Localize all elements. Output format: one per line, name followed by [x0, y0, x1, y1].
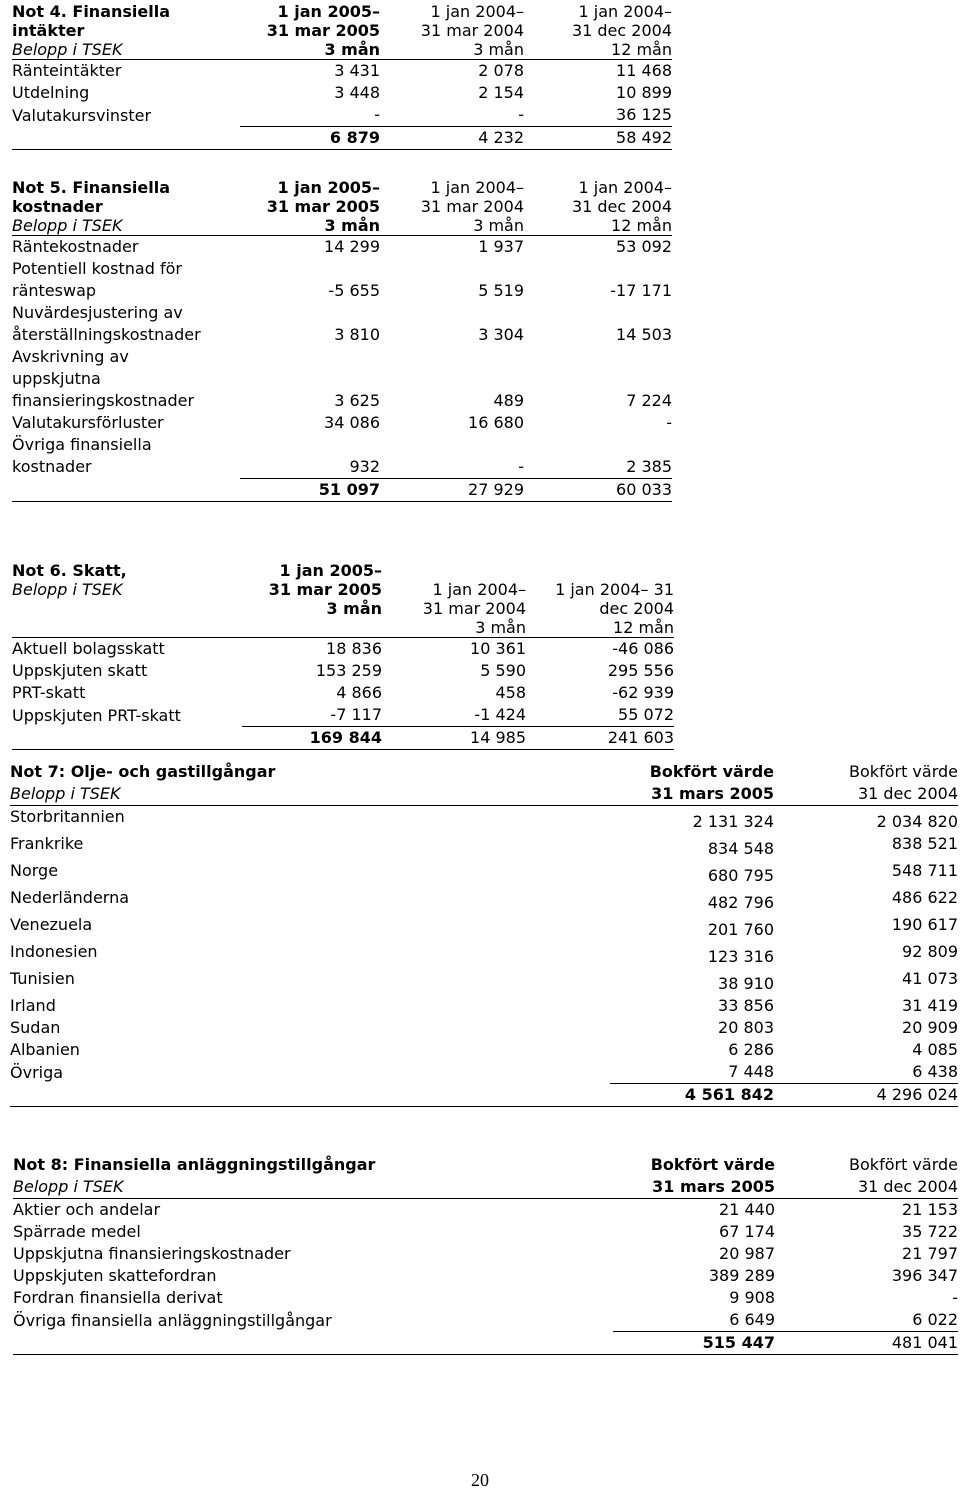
- total-cell: 481 041: [775, 1332, 958, 1355]
- cell: 3 448: [334, 83, 380, 102]
- row-label: Uppskjuten PRT-skatt: [12, 705, 181, 725]
- cell: 6 438: [912, 1062, 958, 1081]
- table-row: [10, 1061, 958, 1084]
- cell: 14 299: [324, 237, 380, 256]
- column-header: Bokfört värde: [849, 762, 958, 781]
- note-4: [12, 2, 672, 150]
- note-4-title: Not 4. Finansiella: [12, 2, 170, 21]
- cell: 9 908: [729, 1288, 775, 1307]
- table-row: [12, 236, 672, 259]
- row-label: Avskrivning av: [12, 347, 129, 366]
- cell: -1 424: [474, 705, 526, 724]
- cell: 36 125: [616, 105, 672, 124]
- table-row: [10, 860, 958, 887]
- cell: 21 440: [719, 1200, 775, 1219]
- cell: 20 909: [902, 1018, 958, 1037]
- cell: 396 347: [891, 1266, 958, 1285]
- cell: 4 085: [912, 1040, 958, 1059]
- cell: 20 803: [718, 1018, 774, 1037]
- row-label: Norge: [10, 861, 59, 880]
- row-label: Aktuell bolagsskatt: [12, 639, 165, 658]
- note-4-table: [12, 2, 672, 150]
- cell: -: [518, 105, 524, 124]
- column-header: 3 mån: [473, 216, 524, 235]
- table-row: [12, 660, 674, 682]
- total-cell: 6 879: [240, 127, 380, 150]
- cell: 20 987: [719, 1244, 775, 1263]
- cell: -5 655: [328, 281, 380, 300]
- row-label: PRT-skatt: [12, 683, 86, 702]
- table-row: [12, 704, 674, 727]
- column-header: 31 mar 2004: [420, 197, 524, 216]
- table-row: [10, 1039, 958, 1061]
- cell: 3 304: [478, 325, 524, 344]
- column-header: 31 dec 2004: [857, 784, 958, 803]
- total-cell: 14 985: [382, 727, 526, 750]
- row-label: Potentiell kostnad för: [12, 259, 182, 278]
- column-header: 1 jan 2004–: [430, 2, 524, 21]
- note-7-title: Not 7: Olje- och gastillgångar: [10, 762, 276, 781]
- row-label: Uppskjutna finansieringskostnader: [13, 1244, 291, 1263]
- cell: 10 361: [470, 639, 526, 658]
- cell: 190 617: [891, 915, 958, 934]
- cell: 18 836: [326, 639, 382, 658]
- cell: 5 590: [480, 661, 526, 680]
- column-header: Bokfört värde: [650, 1155, 775, 1174]
- column-header: 12 mån: [613, 618, 674, 637]
- row-label: Utdelning: [12, 83, 90, 102]
- row-label: Valutakursförluster: [12, 413, 164, 432]
- column-header: 1 jan 2004–: [430, 178, 524, 197]
- row-label: Storbritannien: [10, 807, 125, 826]
- row-label: återställningskostnader: [12, 325, 201, 344]
- cell: 932: [349, 456, 380, 476]
- total-cell: 58 492: [524, 127, 672, 150]
- cell: -62 939: [612, 683, 674, 702]
- total-row: [13, 1332, 958, 1355]
- column-header: 3 mån: [326, 599, 382, 618]
- column-header: 1 jan 2004–: [578, 178, 672, 197]
- cell: 548 711: [891, 861, 958, 880]
- column-header: 1 jan 2004–: [432, 580, 526, 599]
- note-4-title: intäkter: [12, 21, 85, 40]
- table-row: [12, 682, 674, 704]
- cell: 55 072: [618, 705, 674, 724]
- column-header: 3 mån: [324, 40, 380, 59]
- row-label: Övriga finansiella: [12, 435, 152, 454]
- cell: -: [952, 1288, 958, 1307]
- column-header: 31 mar 2005: [266, 197, 380, 216]
- cell: 123 316: [707, 947, 774, 966]
- table-row: [12, 302, 672, 346]
- column-header: 1 jan 2004– 31: [555, 580, 674, 599]
- cell: 14 503: [616, 325, 672, 344]
- cell: 35 722: [902, 1222, 958, 1241]
- table-row: [12, 258, 672, 302]
- row-label: Spärrade medel: [13, 1222, 141, 1241]
- table-row: [13, 1199, 958, 1222]
- column-header: 1 jan 2005–: [277, 2, 380, 21]
- table-row: [12, 60, 672, 83]
- note-5-title: kostnader: [12, 197, 103, 216]
- column-header: 31 mars 2005: [651, 784, 774, 803]
- total-cell: 27 929: [380, 478, 524, 501]
- table-row: [13, 1265, 958, 1287]
- row-label: Nederländerna: [10, 888, 130, 907]
- note-5: [12, 178, 672, 502]
- total-row: [12, 727, 674, 750]
- row-label: Aktier och andelar: [13, 1200, 161, 1219]
- note-6: [12, 561, 674, 750]
- cell: 838 521: [891, 834, 958, 853]
- note-6-title: Not 6. Skatt,: [12, 561, 127, 580]
- column-header: Bokfört värde: [649, 762, 774, 781]
- cell: 4 866: [336, 683, 382, 702]
- cell: 31 419: [902, 996, 958, 1015]
- table-row: [13, 1309, 958, 1332]
- note-5-table: [12, 178, 672, 502]
- cell: 7 224: [626, 391, 672, 410]
- column-header: 31 mar 2004: [422, 599, 526, 618]
- cell: 11 468: [616, 61, 672, 80]
- note-7-table: [10, 761, 958, 1107]
- column-header: 1 jan 2005–: [279, 561, 382, 580]
- column-header: 3 mån: [473, 40, 524, 59]
- total-cell: 169 844: [242, 727, 382, 750]
- cell: 34 086: [324, 413, 380, 432]
- table-row: [12, 638, 674, 661]
- table-row: [13, 1243, 958, 1265]
- column-header: 31 mars 2005: [652, 1177, 775, 1196]
- cell: 21 797: [902, 1244, 958, 1263]
- cell: 3 810: [334, 325, 380, 344]
- cell: 2 154: [478, 83, 524, 102]
- row-label: Sudan: [10, 1018, 61, 1037]
- table-row: [12, 82, 672, 104]
- row-label: Indonesien: [10, 942, 98, 961]
- column-header: 31 dec 2004: [571, 21, 672, 40]
- row-label: Valutakursvinster: [12, 105, 152, 125]
- table-row: [12, 346, 672, 412]
- row-label: Räntekostnader: [12, 237, 139, 256]
- column-header: Bokfört värde: [849, 1155, 958, 1174]
- table-row: [10, 941, 958, 968]
- cell: 2 034 820: [876, 812, 958, 831]
- cell: 295 556: [607, 661, 674, 680]
- row-label: Uppskjuten skattefordran: [13, 1266, 217, 1285]
- cell: -46 086: [612, 639, 674, 658]
- cell: 2 078: [478, 61, 524, 80]
- unit-label: Belopp i TSEK: [12, 40, 123, 59]
- table-row: [10, 833, 958, 860]
- row-label: Frankrike: [10, 834, 84, 853]
- column-header: 12 mån: [611, 40, 672, 59]
- table-row: [10, 1017, 958, 1039]
- cell: 3 431: [334, 61, 380, 80]
- note-5-title: Not 5. Finansiella: [12, 178, 170, 197]
- cell: 33 856: [718, 996, 774, 1015]
- cell: 3 625: [334, 391, 380, 410]
- cell: -7 117: [330, 705, 382, 724]
- cell: 201 760: [707, 920, 774, 939]
- cell: 21 153: [902, 1200, 958, 1219]
- row-label: finansieringskostnader: [12, 391, 195, 410]
- column-header: 31 mar 2004: [420, 21, 524, 40]
- cell: 458: [495, 683, 526, 702]
- cell: 92 809: [902, 942, 958, 961]
- cell: 680 795: [707, 866, 774, 885]
- row-label: Irland: [10, 996, 56, 1015]
- row-label: Tunisien: [10, 969, 75, 988]
- row-label: Övriga finansiella anläggningstillgångar: [13, 1310, 332, 1330]
- cell: 10 899: [616, 83, 672, 102]
- table-row: [13, 1221, 958, 1243]
- cell: 1 937: [478, 237, 524, 256]
- note-6-header: [12, 561, 674, 638]
- cell: 834 548: [707, 839, 774, 858]
- cell: 486 622: [891, 888, 958, 907]
- note-7-header: [10, 761, 958, 806]
- cell: -: [666, 413, 672, 432]
- column-header: 1 jan 2004–: [578, 2, 672, 21]
- total-cell: 515 447: [613, 1332, 775, 1355]
- table-row: [12, 434, 672, 478]
- cell: 53 092: [616, 237, 672, 256]
- cell: 2 385: [626, 456, 672, 476]
- column-header: 12 mån: [611, 216, 672, 235]
- unit-label: Belopp i TSEK: [12, 216, 123, 235]
- column-header: 3 mån: [475, 618, 526, 637]
- table-row: [12, 412, 672, 434]
- row-label: Albanien: [10, 1040, 80, 1059]
- cell: 489: [493, 391, 524, 410]
- cell: 389 289: [708, 1266, 775, 1285]
- row-label: uppskjutna: [12, 369, 101, 388]
- cell: -17 171: [610, 281, 672, 300]
- cell: 153 259: [315, 661, 382, 680]
- table-row: [10, 806, 958, 834]
- cell: 6 286: [728, 1040, 774, 1059]
- column-header: 3 mån: [324, 216, 380, 235]
- cell: 7 448: [728, 1062, 774, 1081]
- note-6-table: [12, 561, 674, 750]
- row-label: Fordran finansiella derivat: [13, 1288, 223, 1307]
- cell: 6 022: [912, 1310, 958, 1329]
- column-header: 31 dec 2004: [571, 197, 672, 216]
- total-cell: 60 033: [524, 478, 672, 501]
- total-row: [12, 478, 672, 501]
- table-row: [12, 104, 672, 127]
- cell: 67 174: [719, 1222, 775, 1241]
- table-row: [13, 1287, 958, 1309]
- column-header: dec 2004: [599, 599, 674, 618]
- cell: 41 073: [902, 969, 958, 988]
- cell: -: [518, 456, 524, 476]
- total-row: [12, 127, 672, 150]
- page-number: 20: [471, 1470, 489, 1490]
- cell: 16 680: [468, 413, 524, 432]
- note-5-header: [12, 178, 672, 236]
- table-row: [10, 887, 958, 914]
- note-8-title: Not 8: Finansiella anläggningstillgångar: [13, 1155, 376, 1174]
- row-label: Ränteintäkter: [12, 61, 122, 80]
- table-row: [10, 968, 958, 995]
- column-header: 1 jan 2005–: [277, 178, 380, 197]
- unit-label: Belopp i TSEK: [10, 784, 121, 803]
- row-label: Övriga: [10, 1062, 64, 1082]
- total-cell: 4 296 024: [774, 1084, 958, 1107]
- column-header: 31 dec 2004: [857, 1177, 958, 1196]
- row-label: Uppskjuten skatt: [12, 661, 148, 680]
- unit-label: Belopp i TSEK: [12, 580, 123, 599]
- table-row: [10, 995, 958, 1017]
- note-7: [10, 761, 958, 1107]
- cell: 38 910: [718, 974, 774, 993]
- column-header: 31 mar 2005: [268, 580, 382, 599]
- note-8: [13, 1154, 958, 1355]
- column-header: 31 mar 2005: [266, 21, 380, 40]
- cell: 482 796: [707, 893, 774, 912]
- total-cell: 4 232: [380, 127, 524, 150]
- note-4-header: [12, 2, 672, 60]
- cell: 5 519: [478, 281, 524, 300]
- total-cell: 241 603: [526, 727, 674, 750]
- cell: 6 649: [729, 1310, 775, 1329]
- row-label: Nuvärdesjustering av: [12, 303, 183, 322]
- note-8-header: [13, 1154, 958, 1199]
- note-8-table: [13, 1154, 958, 1355]
- total-cell: 51 097: [240, 478, 380, 501]
- total-row: [10, 1084, 958, 1107]
- row-label: ränteswap: [12, 281, 97, 300]
- unit-label: Belopp i TSEK: [13, 1177, 124, 1196]
- cell: -: [374, 105, 380, 124]
- row-label: kostnader: [12, 457, 92, 476]
- total-cell: 4 561 842: [610, 1084, 774, 1107]
- row-label: Venezuela: [10, 915, 93, 934]
- cell: 2 131 324: [692, 812, 774, 831]
- table-row: [10, 914, 958, 941]
